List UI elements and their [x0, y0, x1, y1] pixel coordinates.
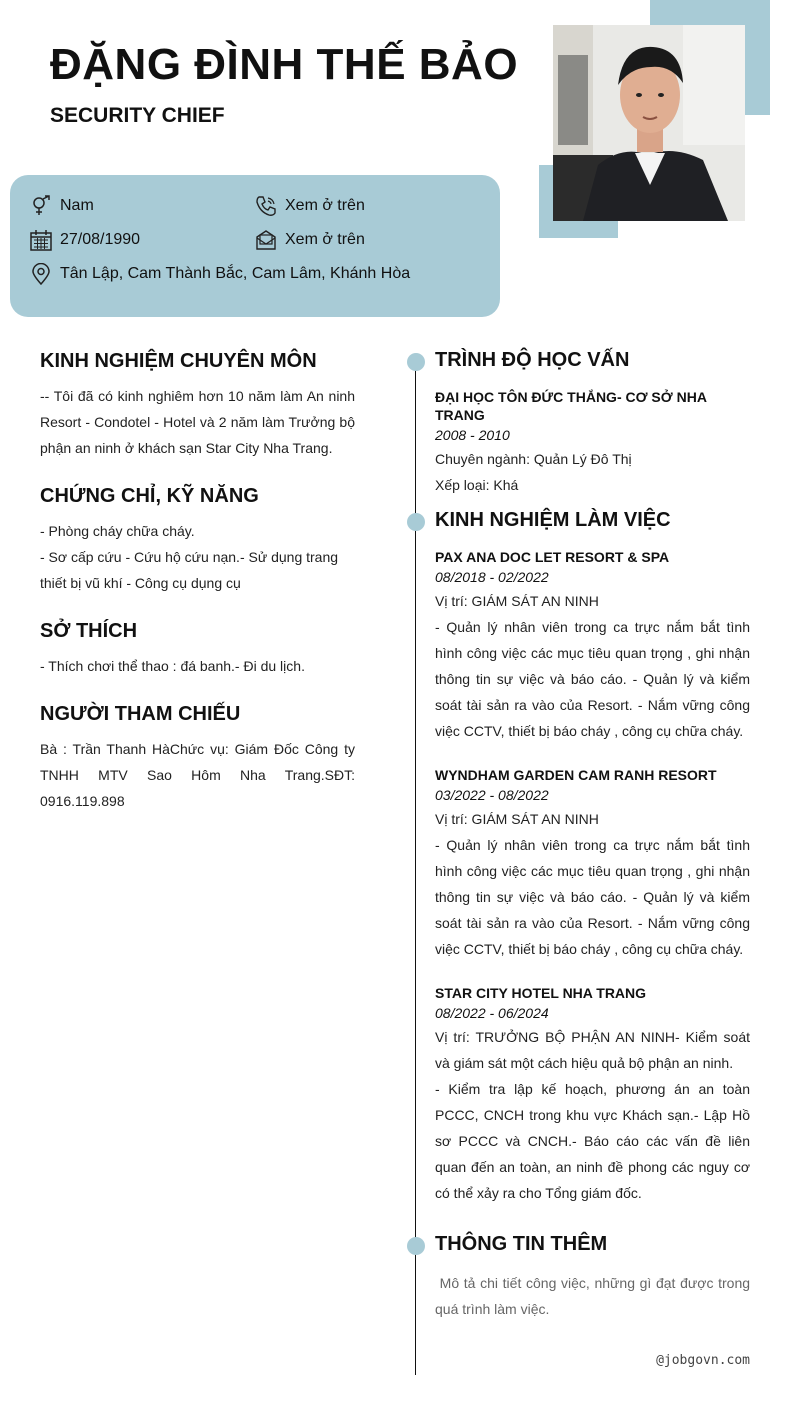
job-period: 08/2022 - 06/2024: [435, 1005, 549, 1021]
timeline-dot: [407, 1237, 425, 1255]
job-position: Vị trí: TRƯỞNG BỘ PHẬN AN NINH- Kiểm soát và giám sát một cách hiệu quả bộ phận an ninh.: [435, 1029, 750, 1071]
job-period: 03/2022 - 08/2022: [435, 787, 549, 803]
mail-icon: [255, 229, 277, 251]
skills-section: [40, 485, 355, 596]
professional-experience-section: [40, 350, 355, 461]
school-name: ĐẠI HỌC TÔN ĐỨC THẮNG- CƠ SỞ NHA TRANG: [435, 389, 707, 423]
company-name: STAR CITY HOTEL NHA TRANG: [435, 985, 647, 1001]
job-position: Vị trí: GIÁM SÁT AN NINH: [435, 593, 599, 609]
left-column: [40, 350, 355, 838]
candidate-name: ĐẶNG ĐÌNH THẾ BẢO: [50, 40, 519, 89]
job-title: SECURITY CHIEF: [50, 104, 225, 127]
email-value: Xem ở trên: [285, 231, 365, 248]
experience-summary: -- Tôi đã có kinh nghiêm hơn 10 năm làm An ninh Resort - Condotel - Hotel và 2 năm làm Trưởng bộ phận an ninh ở khách sạn Star City Nha Trang.: [40, 388, 355, 456]
section-title: CHỨNG CHỈ, KỸ NĂNG: [40, 485, 259, 507]
job-position: Vị trí: GIÁM SÁT AN NINH: [435, 811, 599, 827]
company-name: PAX ANA DOC LET RESORT & SPA: [435, 549, 670, 565]
additional-info-text: Mô tả chi tiết công việc, những gì đạt được trong quá trình làm việc.: [435, 1275, 754, 1317]
education-major: Chuyên ngành: Quản Lý Đô Thị: [435, 451, 632, 467]
job-description: - Quản lý nhân viên trong ca trực nắm bắt tình hình công việc các mục tiêu quan trọng , ghi nhận thông tin sự việc và báo cáo. - Quản lý và kiểm soát tài sản ra vào của Resort. - Nắm vững công việc CCTV, thiết bị báo cháy , công cụ chữa cháy.: [435, 619, 750, 739]
profile-photo-illustration: [553, 25, 745, 221]
location-pin-icon: [30, 263, 52, 285]
reference-text: Bà : Trần Thanh HàChức vụ: Giám Đốc Công ty TNHH MTV Sao Hôm Nha Trang.SĐT: 0916.119.898: [40, 741, 355, 809]
section-title: TRÌNH ĐỘ HỌC VẤN: [435, 349, 630, 371]
section-title: KINH NGHIỆM CHUYÊN MÔN: [40, 350, 317, 372]
calendar-icon: [30, 229, 52, 251]
job-entry: [435, 984, 750, 1206]
job-entry: [435, 766, 750, 962]
timeline-dot: [407, 353, 425, 371]
skill-item: - Phòng cháy chữa cháy.: [40, 523, 195, 539]
hobbies-section: [40, 620, 355, 679]
address-value: Tân Lập, Cam Thành Bắc, Cam Lâm, Khánh Hòa: [60, 265, 411, 282]
education-section: [435, 349, 750, 498]
education-grade: Xếp loại: Khá: [435, 477, 519, 493]
reference-section: [40, 703, 355, 814]
company-name: WYNDHAM GARDEN CAM RANH RESORT: [435, 767, 717, 783]
job-entry: [435, 548, 750, 744]
skill-item: - Sơ cấp cứu - Cứu hộ cứu nạn.- Sử dụng trang thiết bị vũ khí - Công cụ dụng cụ: [40, 549, 339, 591]
education-period: 2008 - 2010: [435, 427, 510, 443]
job-period: 08/2018 - 02/2022: [435, 569, 549, 585]
profile-photo: [553, 25, 745, 221]
gender-icon: [30, 195, 52, 217]
gender-value: Nam: [60, 197, 94, 214]
job-description: - Kiểm tra lập kế hoạch, phương án an toàn PCCC, CNCH trong khu vực Khách sạn.- Lập Hồ sơ PCCC và CNCH.- Báo cáo các vấn đề liên quan đến an toàn, an ninh đề phong các nguy cơ có thể xảy ra cho Tổng giám đốc.: [435, 1081, 750, 1201]
birthday-value: 27/08/1990: [60, 231, 141, 248]
phone-value: Xem ở trên: [285, 197, 365, 214]
section-title: SỞ THÍCH: [40, 620, 138, 642]
footer-credit: @jobgovn.com: [656, 1353, 750, 1368]
timeline-dot: [407, 513, 425, 531]
additional-info-section: [435, 1233, 754, 1322]
phone-icon: [255, 195, 277, 217]
section-title: THÔNG TIN THÊM: [435, 1233, 608, 1255]
section-title: NGƯỜI THAM CHIẾU: [40, 703, 241, 725]
hobbies-text: - Thích chơi thể thao : đá banh.- Đi du lịch.: [40, 658, 305, 674]
contact-info-box: [10, 175, 500, 317]
work-experience-section: [435, 509, 750, 1206]
section-title: KINH NGHIỆM LÀM VIỆC: [435, 509, 671, 531]
job-description: - Quản lý nhân viên trong ca trực nắm bắt tình hình công việc các mục tiêu quan trọng , ghi nhận thông tin sự việc và báo cáo. - Quản lý và kiểm soát tài sản ra vào của Resort. - Nắm vững công việc CCTV, thiết bị báo cháy , công cụ chữa cháy.: [435, 837, 750, 957]
